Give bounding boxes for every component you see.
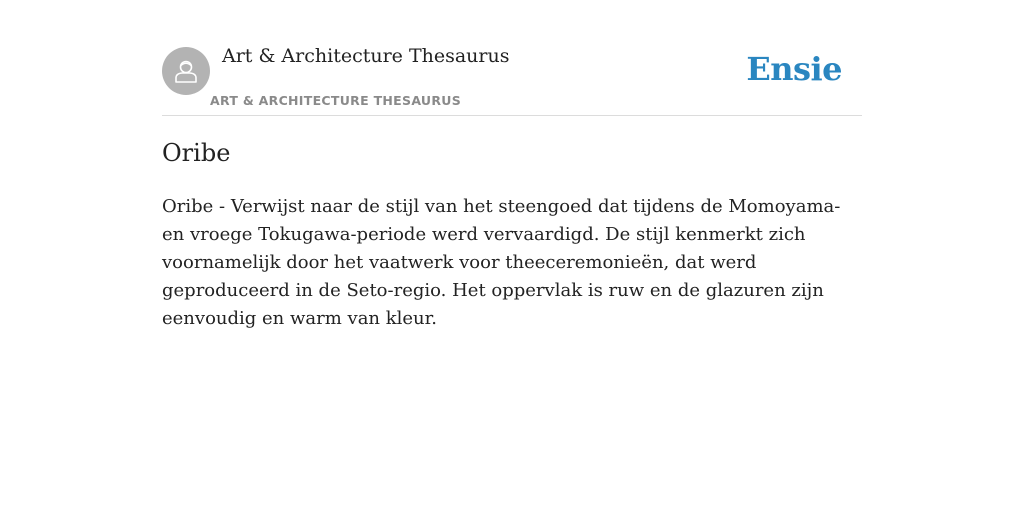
avatar[interactable] <box>162 47 210 95</box>
brand-logo[interactable]: Ensie <box>746 50 842 88</box>
author-subtitle: ART & ARCHITECTURE THESAURUS <box>210 93 462 108</box>
header <box>162 0 862 116</box>
author-name[interactable]: Art & Architecture Thesaurus <box>222 45 510 67</box>
user-icon <box>171 56 201 86</box>
entry-definition: Oribe - Verwijst naar de stijl van het steengoed dat tijdens de Momoyama- en vroege Tokugawa-periode werd vervaardigd. De stijl kenmerkt zich voornamelijk door het vaatwerk voor theeceremonieën, dat werd geproduceerd in de Seto-regio. Het oppervlak is ruw en de glazuren zijn eenvoudig en warm van kleur. <box>162 196 841 329</box>
entry-title: Oribe <box>162 139 231 167</box>
content-container <box>162 0 862 329</box>
